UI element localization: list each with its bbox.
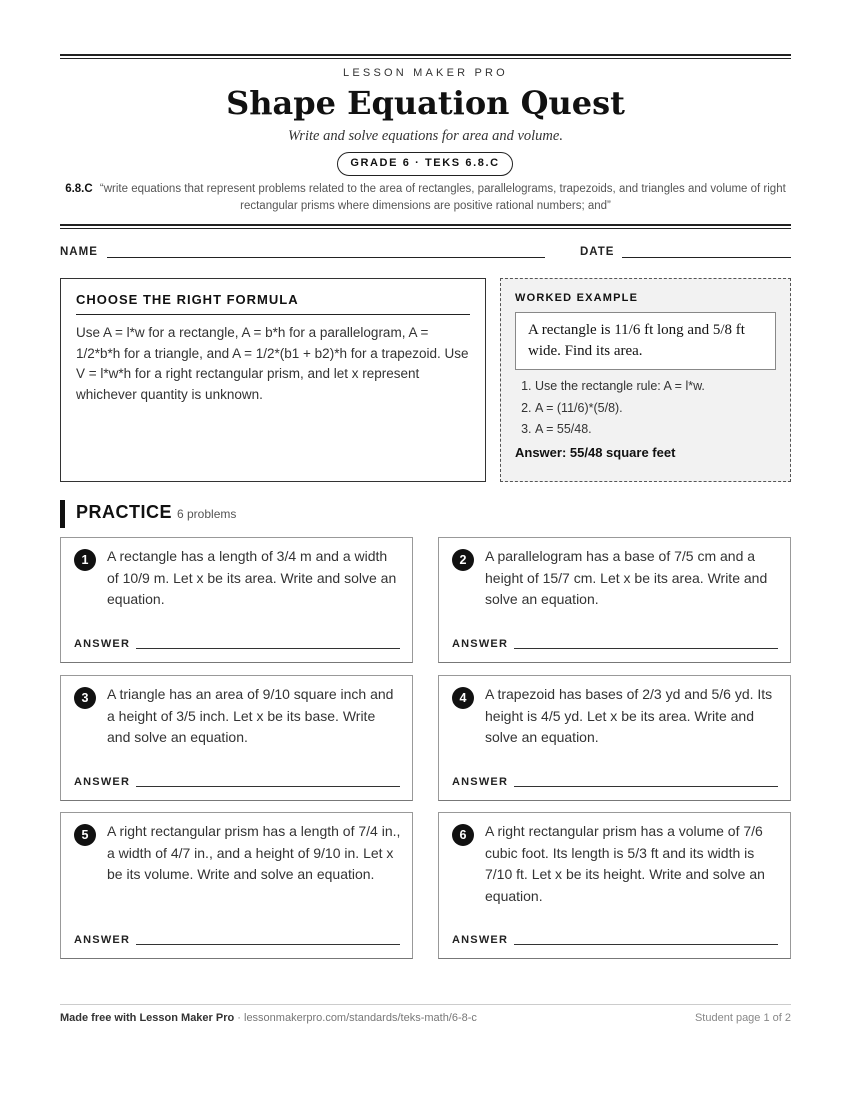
name-label: NAME (60, 246, 98, 258)
problem-card-6 (438, 812, 791, 959)
formula-box (60, 278, 486, 482)
problem-card-4 (438, 675, 791, 801)
standard-code: 6.8.C (65, 183, 93, 195)
answer-line[interactable] (514, 944, 778, 945)
worked-example-step: 1. Use the rectangle rule: A = l*w. (535, 376, 776, 398)
header-double-rule (60, 224, 791, 229)
footer-url-link[interactable]: lessonmakerpro.com/standards/teks-math/6-8-c (244, 1012, 477, 1024)
worked-example-answer: Answer: 55/48 square feet (515, 444, 676, 460)
footer-rule (60, 1004, 791, 1005)
brand-name: LESSON MAKER PRO (343, 67, 508, 79)
formula-body: Use A = l*w for a rectangle, A = b*h for a parallelogram, A = 1/2*b*h for a triangle, and A = 1/2*(b1 + b2)*h for a trapezoid. Use V = l*w*h for a right rectangular prism, and let x represent whichever quantity is unknown. (76, 325, 469, 402)
footer-page-number: Student page 1 of 2 (694, 1012, 791, 1024)
answer-label: ANSWER (74, 638, 131, 650)
problem-text: A trapezoid has bases of 2/3 yd and 5/6 yd. Its height is 4/5 yd. Let x be its area. Write and solve an equation. (485, 686, 773, 745)
problem-text: A rectangle has a length of 3/4 m and a width of 10/9 m. Let x be its area. Write and solve an equation. (107, 548, 397, 607)
problem-number-badge: 1 (74, 549, 96, 571)
answer-label: ANSWER (74, 934, 131, 946)
page-subtitle: Write and solve equations for area and volume. (288, 128, 563, 144)
formula-heading: CHOOSE THE RIGHT FORMULA (76, 292, 470, 315)
problem-card-2 (438, 537, 791, 663)
answer-line[interactable] (514, 648, 778, 649)
name-field[interactable] (107, 257, 545, 258)
standard-text: “write equations that represent problems related to the area of rectangles, parallelograms, trapezoids, and triangles and volume of right rectangular prisms where dimensions are positive rational numbers; and” (99, 183, 786, 212)
footer-separator: · (234, 1012, 244, 1024)
problem-number-badge: 2 (452, 549, 474, 571)
page-title: Shape Equation Quest (226, 84, 625, 122)
problem-number-badge: 3 (74, 687, 96, 709)
answer-line[interactable] (136, 786, 400, 787)
problem-card-5 (60, 812, 413, 959)
problem-number-badge: 6 (452, 824, 474, 846)
standard-description (60, 181, 791, 215)
problem-text: A right rectangular prism has a length of 7/4 in., a width of 4/7 in., and a height of 9/10 in. Let x be its volume. Write and solve an equation. (107, 823, 401, 882)
problem-card-1 (60, 537, 413, 663)
answer-line[interactable] (136, 648, 400, 649)
problem-number-badge: 4 (452, 687, 474, 709)
practice-count: 6 problems (177, 507, 237, 521)
problem-text: A triangle has an area of 9/10 square inch and a height of 3/5 inch. Let x be its base. Write and solve an equation. (107, 686, 394, 745)
problem-number-badge: 5 (74, 824, 96, 846)
problem-text: A parallelogram has a base of 7/5 cm and a height of 15/7 cm. Let x be its area. Write and solve an equation. (485, 548, 768, 607)
worked-example-box (500, 278, 791, 482)
worked-example-step: 2. A = (11/6)*(5/8). (535, 398, 776, 420)
worked-example-label: WORKED EXAMPLE (515, 292, 639, 304)
answer-line[interactable] (514, 786, 778, 787)
answer-label: ANSWER (452, 934, 509, 946)
grade-badge: GRADE 6 · TEKS 6.8.C (337, 152, 513, 176)
answer-label: ANSWER (452, 776, 509, 788)
date-field[interactable] (622, 257, 791, 258)
problem-card-3 (60, 675, 413, 801)
worked-example-step: 3. A = 55/48. (535, 419, 776, 441)
worked-example-steps (515, 376, 776, 441)
answer-line[interactable] (136, 944, 400, 945)
top-double-rule (60, 54, 791, 59)
footer-made-with: Made free with Lesson Maker Pro (60, 1012, 235, 1024)
footer-credit (60, 1012, 477, 1024)
answer-label: ANSWER (452, 638, 509, 650)
answer-label: ANSWER (74, 776, 131, 788)
practice-accent-bar (60, 500, 65, 528)
date-label: DATE (580, 246, 615, 258)
problem-text: A right rectangular prism has a volume of 7/6 cubic foot. Its length is 5/3 ft and its width is 7/10 ft. Let x be its height. Write and solve an equation. (485, 823, 765, 904)
worked-example-prompt: A rectangle is 11/6 ft long and 5/8 ft wide. Find its area. (515, 312, 776, 370)
practice-title: PRACTICE (76, 502, 173, 522)
worksheet-page (60, 0, 791, 1100)
